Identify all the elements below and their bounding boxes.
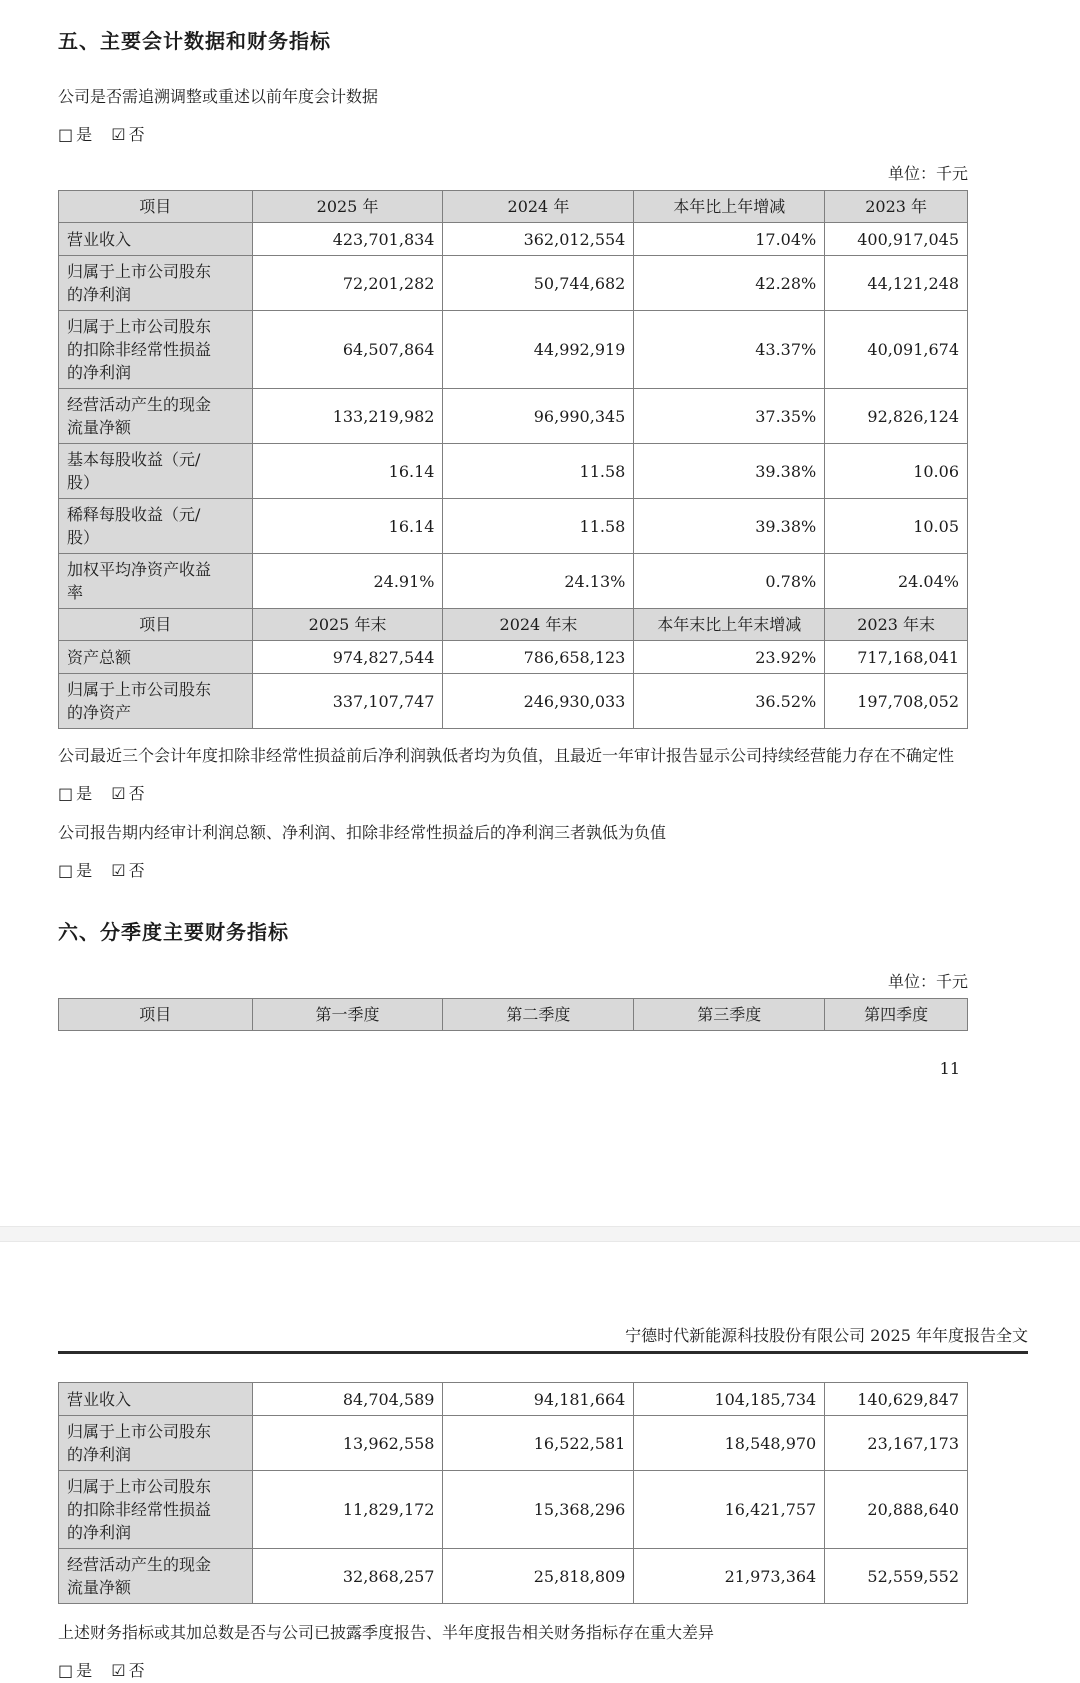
table-row (59, 1471, 968, 1549)
yes-label: 是 (76, 1661, 93, 1680)
table-row (59, 1383, 968, 1416)
table-cell: 11,829,172 (252, 1471, 443, 1549)
table-cell: 10.05 (825, 499, 968, 554)
unit-label-annual: 单位：千元 (887, 164, 968, 183)
table-cell: 50,744,682 (443, 256, 634, 311)
table-cell: 17.04% (634, 223, 825, 256)
table-cell: 36.52% (634, 674, 825, 729)
column-header: 项目 (59, 999, 253, 1031)
table-cell: 40,091,674 (825, 311, 968, 389)
yes-label: 是 (76, 784, 93, 803)
audited-profit-answer-line (58, 859, 968, 883)
table-cell: 10.06 (825, 444, 968, 499)
table-cell: 25,818,809 (443, 1549, 634, 1604)
quarterly-difference-note: 上述财务指标或其加总数是否与公司已披露季度报告、半年度报告相关财务指标存在重大差异 (58, 1623, 715, 1642)
column-header: 2023 年 (825, 191, 968, 223)
no-label: 否 (128, 1661, 145, 1680)
row-label: 加权平均净资产收益率 (59, 554, 253, 609)
table-row (59, 499, 968, 554)
table-cell: 21,973,364 (634, 1549, 825, 1604)
table-cell: 96,990,345 (443, 389, 634, 444)
table-cell: 39.38% (634, 444, 825, 499)
row-label: 经营活动产生的现金流量净额 (59, 389, 253, 444)
table-cell: 52,559,552 (825, 1549, 968, 1604)
restatement-answer-line (58, 123, 968, 147)
table-cell: 64,507,864 (252, 311, 443, 389)
row-label: 归属于上市公司股东的扣除非经常性损益的净利润 (59, 1471, 253, 1549)
table-cell: 92,826,124 (825, 389, 968, 444)
row-label: 归属于上市公司股东的扣除非经常性损益的净利润 (59, 311, 253, 389)
table-cell: 84,704,589 (252, 1383, 443, 1416)
column-header: 2024 年 (443, 191, 634, 223)
page-2-running-header (58, 1242, 1028, 1354)
column-header: 第三季度 (634, 999, 825, 1031)
table-cell: 16,522,581 (443, 1416, 634, 1471)
report-title-header: 宁德时代新能源科技股份有限公司 2025 年年度报告全文 (625, 1326, 1028, 1345)
table-cell: 140,629,847 (825, 1383, 968, 1416)
table-cell: 717,168,041 (825, 641, 968, 674)
table-cell: 94,181,664 (443, 1383, 634, 1416)
column-header: 本年比上年增减 (634, 191, 825, 223)
table-cell: 13,962,558 (252, 1416, 443, 1471)
row-label: 营业收入 (59, 223, 253, 256)
section-5-title: 五、主要会计数据和财务指标 (58, 29, 331, 53)
unit-label-quarterly: 单位：千元 (887, 972, 968, 991)
column-header: 2025 年末 (252, 609, 443, 641)
table-cell: 0.78% (634, 554, 825, 609)
row-label: 经营活动产生的现金流量净额 (59, 1549, 253, 1604)
section-6-title: 六、分季度主要财务指标 (58, 920, 289, 944)
yes-label: 是 (76, 861, 93, 880)
table-cell: 39.38% (634, 499, 825, 554)
annual-table-header-row (59, 191, 968, 223)
table-cell: 18,548,970 (634, 1416, 825, 1471)
yearend-table-header-row (59, 609, 968, 641)
table-cell: 246,930,033 (443, 674, 634, 729)
table-cell: 44,121,248 (825, 256, 968, 311)
table-cell: 44,992,919 (443, 311, 634, 389)
table-row (59, 1549, 968, 1604)
table-cell: 37.35% (634, 389, 825, 444)
table-cell: 16.14 (252, 444, 443, 499)
table-cell: 32,868,257 (252, 1549, 443, 1604)
column-header: 2024 年末 (443, 609, 634, 641)
audited-profit-note: 公司报告期内经审计利润总额、净利润、扣除非经常性损益后的净利润三者孰低为负值 (58, 823, 667, 842)
no-checkbox-checked-icon: ☑ (111, 125, 126, 144)
table-cell: 974,827,544 (252, 641, 443, 674)
table-cell: 23,167,173 (825, 1416, 968, 1471)
quarterly-indicators-table (58, 1382, 968, 1604)
table-row (59, 256, 968, 311)
table-cell: 16.14 (252, 499, 443, 554)
table-cell: 20,888,640 (825, 1471, 968, 1549)
table-cell: 786,658,123 (443, 641, 634, 674)
row-label: 营业收入 (59, 1383, 253, 1416)
table-cell: 16,421,757 (634, 1471, 825, 1549)
column-header: 第四季度 (825, 999, 968, 1031)
table-cell: 337,107,747 (252, 674, 443, 729)
table-row (59, 674, 968, 729)
column-header: 项目 (59, 191, 253, 223)
no-checkbox-checked-icon: ☑ (111, 861, 126, 880)
table-row (59, 554, 968, 609)
table-cell: 43.37% (634, 311, 825, 389)
table-cell: 24.04% (825, 554, 968, 609)
table-cell: 104,185,734 (634, 1383, 825, 1416)
restatement-question: 公司是否需追溯调整或重述以前年度会计数据 (58, 87, 379, 106)
table-cell: 197,708,052 (825, 674, 968, 729)
column-header: 第一季度 (252, 999, 443, 1031)
yes-label: 是 (76, 125, 93, 144)
yes-checkbox-icon: □ (58, 861, 74, 880)
report-page-12 (0, 1242, 1080, 1683)
table-cell: 423,701,834 (252, 223, 443, 256)
table-cell: 72,201,282 (252, 256, 443, 311)
annual-indicators-table (58, 190, 968, 729)
table-cell: 24.13% (443, 554, 634, 609)
no-label: 否 (128, 861, 145, 880)
table-cell: 24.91% (252, 554, 443, 609)
row-label: 基本每股收益（元/股） (59, 444, 253, 499)
table-cell: 133,219,982 (252, 389, 443, 444)
table-row (59, 223, 968, 256)
table-cell: 42.28% (634, 256, 825, 311)
table-row (59, 444, 968, 499)
no-label: 否 (128, 125, 145, 144)
row-label: 归属于上市公司股东的净利润 (59, 1416, 253, 1471)
yes-checkbox-icon: □ (58, 1661, 74, 1680)
row-label: 归属于上市公司股东的净利润 (59, 256, 253, 311)
negative-profit-note: 公司最近三个会计年度扣除非经常性损益前后净利润孰低者均为负值，且最近一年审计报告显示公司持续经营能力存在不确定性 (58, 746, 955, 765)
page-break-divider (0, 1226, 1080, 1242)
column-header: 2025 年 (252, 191, 443, 223)
row-label: 稀释每股收益（元/股） (59, 499, 253, 554)
column-header: 第二季度 (443, 999, 634, 1031)
table-cell: 362,012,554 (443, 223, 634, 256)
negative-profit-answer-line (58, 782, 968, 806)
table-cell: 400,917,045 (825, 223, 968, 256)
table-row (59, 311, 968, 389)
no-label: 否 (128, 784, 145, 803)
column-header: 项目 (59, 609, 253, 641)
no-checkbox-checked-icon: ☑ (111, 784, 126, 803)
table-row (59, 389, 968, 444)
row-label: 归属于上市公司股东的净资产 (59, 674, 253, 729)
table-cell: 11.58 (443, 499, 634, 554)
table-cell: 15,368,296 (443, 1471, 634, 1549)
quarterly-table-header-row (59, 999, 968, 1031)
header-rule (58, 1351, 1028, 1354)
yes-checkbox-icon: □ (58, 125, 74, 144)
table-row (59, 641, 968, 674)
table-row (59, 1416, 968, 1471)
column-header: 本年末比上年末增减 (634, 609, 825, 641)
page-number: 11 (939, 1059, 960, 1078)
yes-checkbox-icon: □ (58, 784, 74, 803)
quarterly-indicators-table-header (58, 998, 968, 1031)
table-cell: 23.92% (634, 641, 825, 674)
row-label: 资产总额 (59, 641, 253, 674)
column-header: 2023 年末 (825, 609, 968, 641)
no-checkbox-checked-icon: ☑ (111, 1661, 126, 1680)
table-cell: 11.58 (443, 444, 634, 499)
quarterly-difference-answer-line (58, 1659, 968, 1683)
